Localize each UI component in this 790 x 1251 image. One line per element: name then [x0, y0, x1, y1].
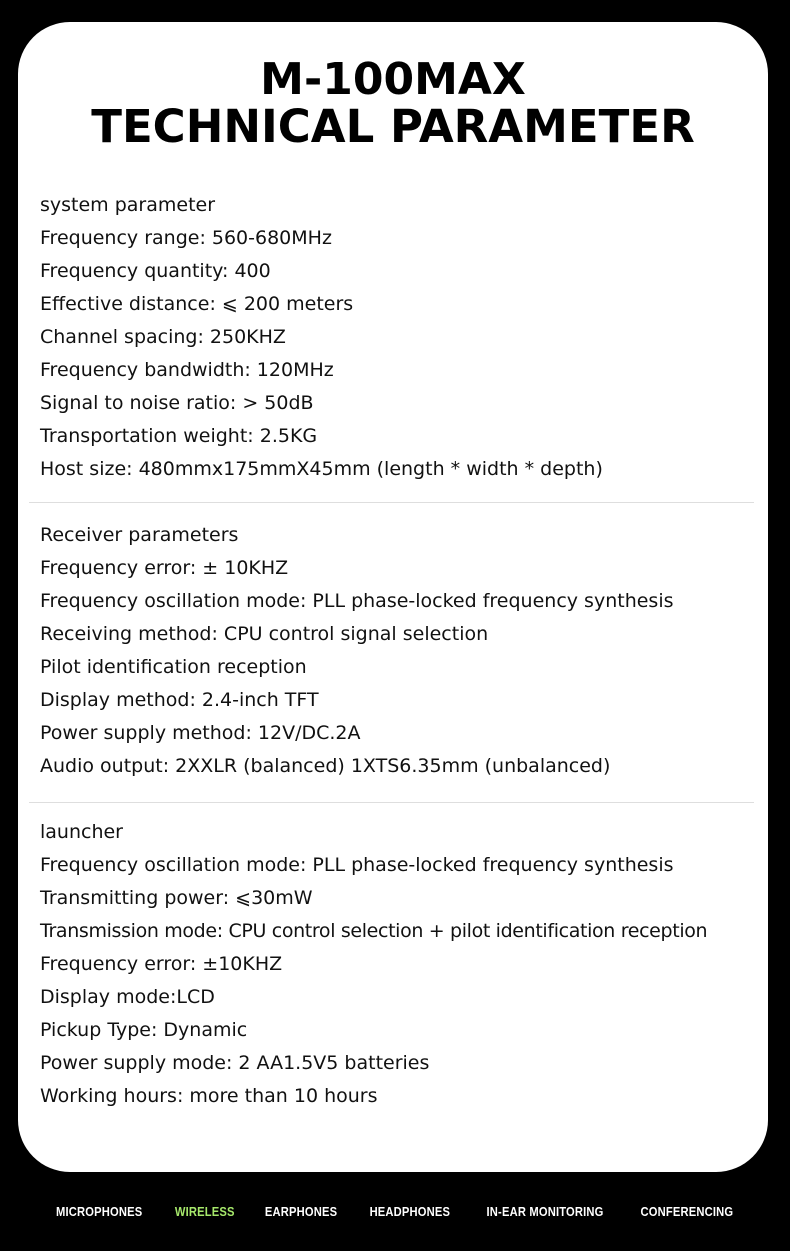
- spec-line: Frequency bandwidth: 120MHz: [40, 359, 334, 381]
- parameter-card: [18, 22, 768, 1172]
- spec-line: Frequency quantity: 400: [40, 260, 271, 282]
- spec-line: Host size: 480mmx175mmX45mm (length * width * depth): [40, 458, 603, 480]
- spec-line: Transportation weight: 2.5KG: [40, 425, 318, 447]
- spec-line: Signal to noise ratio: > 50dB: [40, 392, 314, 414]
- spec-line: Display mode:LCD: [40, 986, 215, 1008]
- spec-line: Working hours: more than 10 hours: [40, 1085, 378, 1107]
- section-heading: system parameter: [40, 194, 216, 216]
- spec-line: Power supply mode: 2 AA1.5V5 batteries: [40, 1052, 430, 1074]
- spec-line: Pickup Type: Dynamic: [40, 1019, 248, 1041]
- launcher-section: [40, 816, 768, 1113]
- spec-line: Audio output: 2XXLR (balanced) 1XTS6.35mm (unbalanced): [40, 755, 611, 777]
- spec-line: Channel spacing: 250KHZ: [40, 326, 286, 348]
- spec-line: Frequency oscillation mode: PLL phase-locked frequency synthesis: [40, 590, 674, 612]
- section-heading: launcher: [40, 821, 123, 843]
- page-subtitle: TECHNICAL PARAMETER: [91, 100, 695, 153]
- system-parameter-section: [40, 189, 768, 486]
- receiver-parameters-section: [40, 519, 768, 783]
- category-nav: [0, 1196, 790, 1226]
- spec-line: Frequency oscillation mode: PLL phase-locked frequency synthesis: [40, 854, 674, 876]
- spec-line: Effective distance: ⩽ 200 meters: [40, 293, 354, 315]
- section-divider: [29, 802, 754, 803]
- nav-item-microphones[interactable]: MICROPHONES: [56, 1203, 143, 1219]
- page-title: M-100MAX: [260, 54, 526, 105]
- spec-line: Pilot identification reception: [40, 656, 307, 678]
- nav-item-wireless[interactable]: WIRELESS: [174, 1203, 235, 1219]
- spec-line: Frequency error: ±10KHZ: [40, 953, 283, 975]
- spec-line: Transmission mode: CPU control selection + pilot identification reception: [40, 920, 708, 942]
- nav-item-earphones[interactable]: EARPHONES: [264, 1203, 338, 1219]
- spec-line: Power supply method: 12V/DC.2A: [40, 722, 361, 744]
- nav-item-conferencing[interactable]: CONFERENCING: [640, 1203, 734, 1219]
- nav-item-in-ear-monitoring[interactable]: IN-EAR MONITORING: [486, 1203, 604, 1219]
- spec-line: Display method: 2.4-inch TFT: [40, 689, 319, 711]
- nav-item-headphones[interactable]: HEADPHONES: [369, 1203, 451, 1219]
- spec-line: Receiving method: CPU control signal selection: [40, 623, 489, 645]
- section-heading: Receiver parameters: [40, 524, 239, 546]
- spec-line: Transmitting power: ⩽30mW: [40, 887, 313, 909]
- section-divider: [29, 502, 754, 503]
- spec-line: Frequency range: 560-680MHz: [40, 227, 332, 249]
- spec-line: Frequency error: ± 10KHZ: [40, 557, 289, 579]
